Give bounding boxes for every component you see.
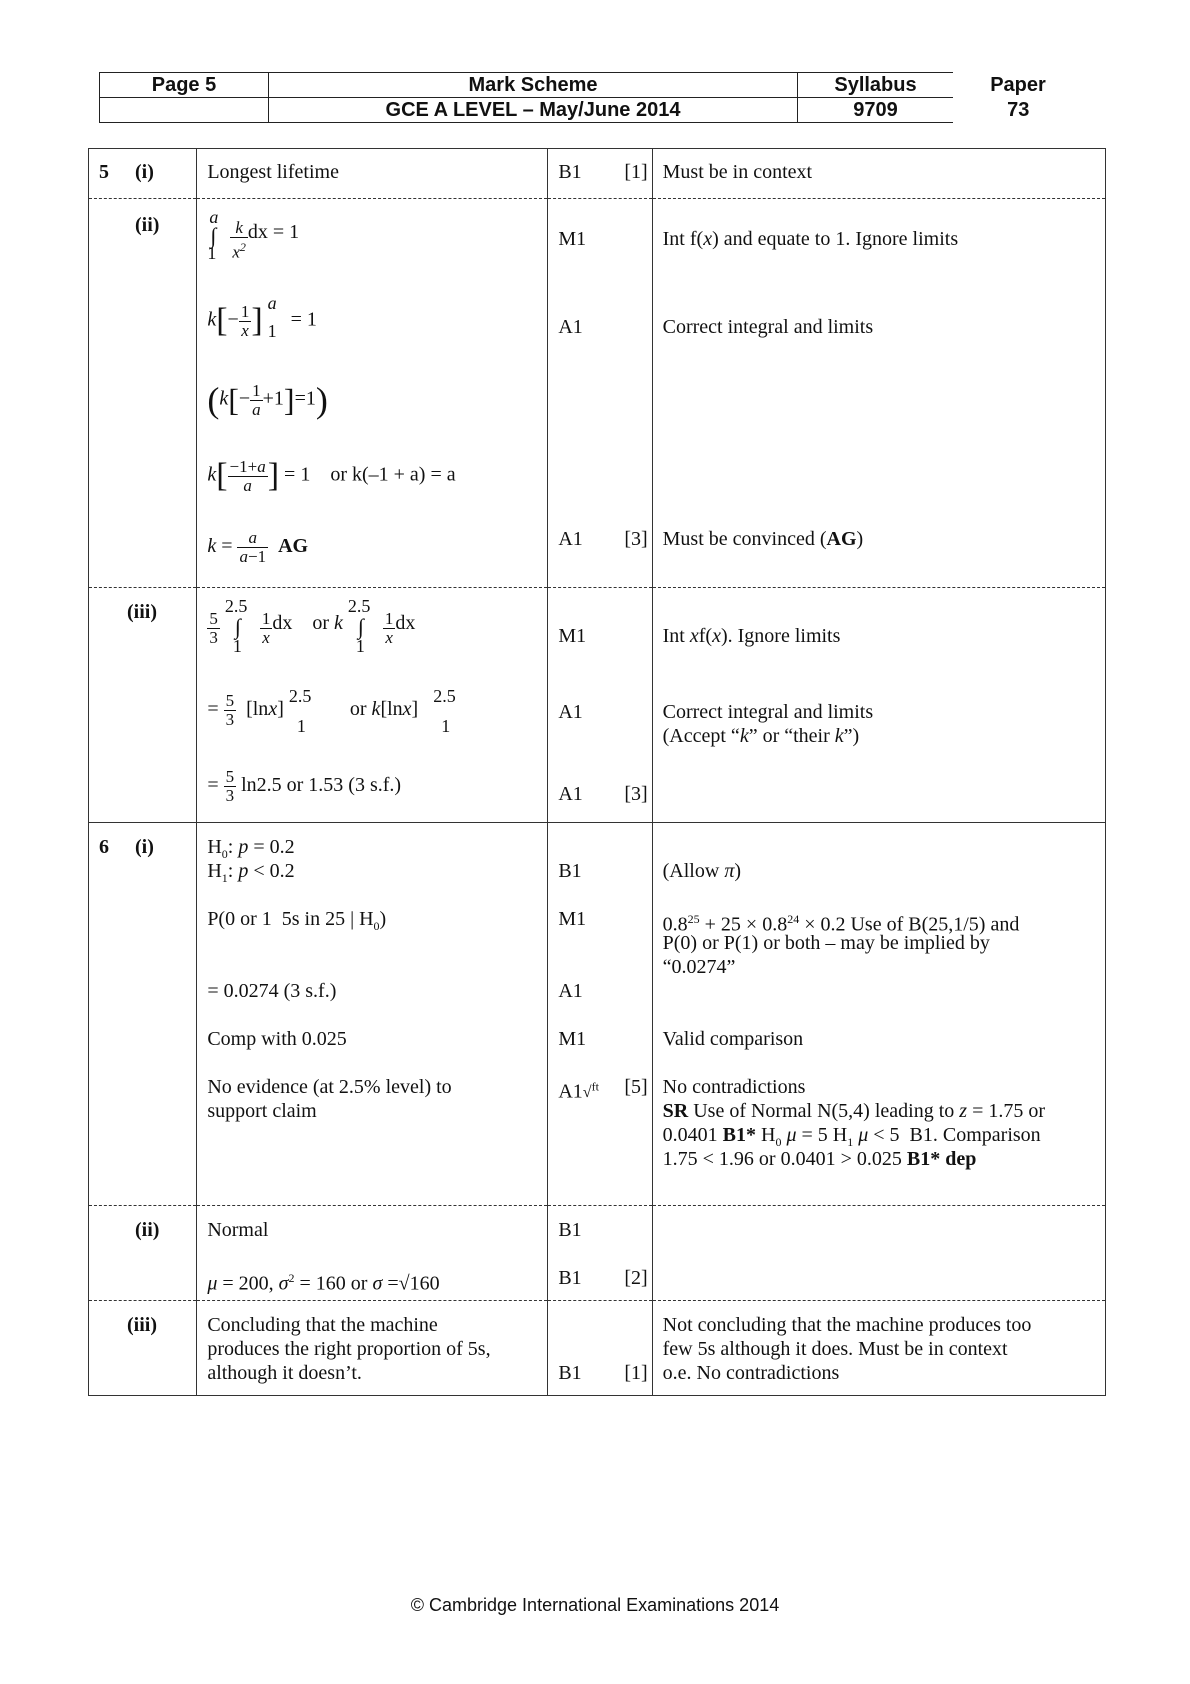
mark-code: A1: [558, 980, 583, 1002]
special-ruling-text: SR Use of Normal N(5,4) leading to z = 1.75 or: [662, 1100, 1046, 1122]
follow-through-icon: √$^{ft}$: [582, 1080, 599, 1102]
guidance-text: $0.8^{25} + 25 \times 0.8^{24} \times 0.2$ Use of B(25,1/5) and: [662, 912, 1020, 936]
mark-code: A1: [558, 528, 583, 550]
guidance-text: Not concluding that the machine produces too: [662, 1314, 1032, 1336]
mark-code: M1: [558, 1028, 587, 1050]
answer-text: Normal: [207, 1219, 269, 1241]
answer-text: Longest lifetime: [207, 161, 339, 183]
header-syllabus-label: Syllabus: [798, 73, 954, 98]
integral-expression: $\frac{5}{3}$ 2.5 ∫ 1 $\frac{1}{x}$ dx or k 2.5 ∫ 1 $\frac{1}{x}$ dx: [209, 596, 416, 656]
mark-total: [1]: [624, 161, 648, 183]
copyright-footer: © Cambridge International Examinations 2014: [410, 1595, 780, 1615]
guidance-text: Int f(x) and equate to 1. Ignore limits: [662, 228, 959, 250]
special-ruling-text: 0.0401 B1* $H_0$ μ = 5 $H_1$ μ < 5 B1. Comparison: [662, 1124, 1041, 1149]
answer-text: although it doesn’t.: [207, 1362, 362, 1384]
mark-code: B1: [558, 1267, 582, 1289]
guidance-text: Correct integral and limits: [662, 701, 874, 723]
substituted-expression: (k[− $\frac{1}{a}$ +1]=1): [207, 380, 328, 420]
guidance-text: “0.0274”: [662, 956, 736, 978]
special-ruling-text: 1.75 < 1.96 or 0.0401 > 0.025 B1* dep: [662, 1148, 977, 1170]
guidance-text: P(0) or P(1) or both – may be implied by: [662, 932, 990, 954]
mark-code: B1: [558, 161, 582, 183]
question-part: (iii): [127, 601, 157, 623]
mark-code: M1: [558, 625, 587, 647]
guidance-text: Int xf(x). Ignore limits: [662, 625, 841, 647]
result-expression: = $\frac{5}{3}$ ln2.5 or 1.53 (3 s.f.): [207, 767, 402, 805]
guidance-text: (Allow π): [662, 860, 742, 882]
comparison-text: Comp with 0.025: [207, 1028, 347, 1050]
mark-code: B1: [558, 860, 582, 882]
question-part: (i): [135, 161, 154, 183]
result-value: ln2.5 or 1.53 (3 s.f.): [241, 774, 402, 797]
question-part: (i): [135, 836, 154, 858]
conclusion-text: support claim: [207, 1100, 317, 1122]
row-6-i: [89, 823, 1106, 1206]
mark-total: [3]: [624, 528, 648, 550]
probability-expression: P(0 or 1 5s in 25 | $H_0$): [207, 908, 387, 933]
header-mark-scheme: Mark Scheme: [269, 73, 798, 98]
header-page: Page 5: [100, 73, 269, 98]
mark-code: B1: [558, 1219, 582, 1241]
header-exam: GCE A LEVEL – May/June 2014: [269, 98, 798, 123]
mark-code-label: A1: [558, 1080, 583, 1103]
question-part: (ii): [135, 214, 160, 236]
antiderivative-expression: = $\frac{5}{3}$ [lnx] 2.5 1 or k[lnx] 2.5 1: [207, 686, 456, 736]
row-5-i: [89, 149, 1106, 199]
guidance-text: o.e. No contradictions: [662, 1362, 840, 1384]
simplified-expression: k[ $\frac{-1+a}{a}$ ] = 1 or k(–1 + a) = a: [207, 456, 456, 495]
parameters-text: μ = 200, $\sigma^2 = 160$ or σ =√160: [207, 1271, 440, 1295]
row-6-ii: [89, 1206, 1106, 1301]
mark-code: [558, 1075, 599, 1105]
guidance-text: Correct integral and limits: [662, 316, 874, 338]
guidance-text: Must be in context: [662, 161, 813, 183]
mark-total: [2]: [624, 1267, 648, 1289]
answer-text: produces the right proportion of 5s,: [207, 1338, 491, 1360]
answer-text: Concluding that the machine: [207, 1314, 438, 1336]
alternative-hypothesis: $H_1$: p < 0.2: [207, 860, 295, 885]
null-hypothesis: $H_0$: p = 0.2: [207, 836, 295, 861]
header-syllabus-code: 9709: [798, 98, 954, 123]
antiderivative-expression: k[− $\frac{1}{x}$ ] a 1 = 1: [207, 293, 317, 341]
row-6-iii: [89, 1301, 1106, 1396]
mark-scheme-table: [88, 148, 1106, 1396]
mark-code: A1: [558, 783, 583, 805]
row-5-iii: [89, 588, 1106, 823]
alternative-form: or k(–1 + a) = a: [330, 463, 456, 486]
mark-total: [5]: [624, 1076, 648, 1098]
guidance-text: few 5s although it does. Must be in context: [662, 1338, 1008, 1360]
question-part: (iii): [127, 1314, 157, 1336]
mark-code: A1: [558, 701, 583, 723]
result-expression: k = $\frac{a}{a-1}$ AG: [207, 528, 309, 566]
mark-code: B1: [558, 1362, 582, 1384]
integral-expression: a ∫ 1 $\frac{k}{x^2}$ dx = 1: [207, 207, 300, 263]
row-5-ii: [89, 199, 1106, 588]
mark-code: A1: [558, 316, 583, 338]
header-paper-label: Paper: [990, 74, 1046, 96]
guidance-text: Must be convinced (AG): [662, 528, 864, 550]
question-part: (ii): [135, 1219, 160, 1241]
guidance-text: (Accept “k” or “their k”): [662, 725, 860, 747]
mark-total: [1]: [624, 1362, 648, 1384]
mark-total: [3]: [624, 783, 648, 805]
header-table: [99, 72, 1084, 123]
guidance-text: No contradictions: [662, 1076, 806, 1098]
header-paper-code: 73: [1007, 99, 1030, 121]
mark-code: M1: [558, 908, 587, 930]
answer-given-label: AG: [278, 535, 309, 558]
question-number: 5: [99, 161, 109, 183]
probability-value: = 0.0274 (3 s.f.): [207, 980, 337, 1002]
mark-code: M1: [558, 228, 587, 250]
question-number: 6: [99, 836, 109, 858]
conclusion-text: No evidence (at 2.5% level) to: [207, 1076, 452, 1098]
guidance-text: Valid comparison: [662, 1028, 804, 1050]
